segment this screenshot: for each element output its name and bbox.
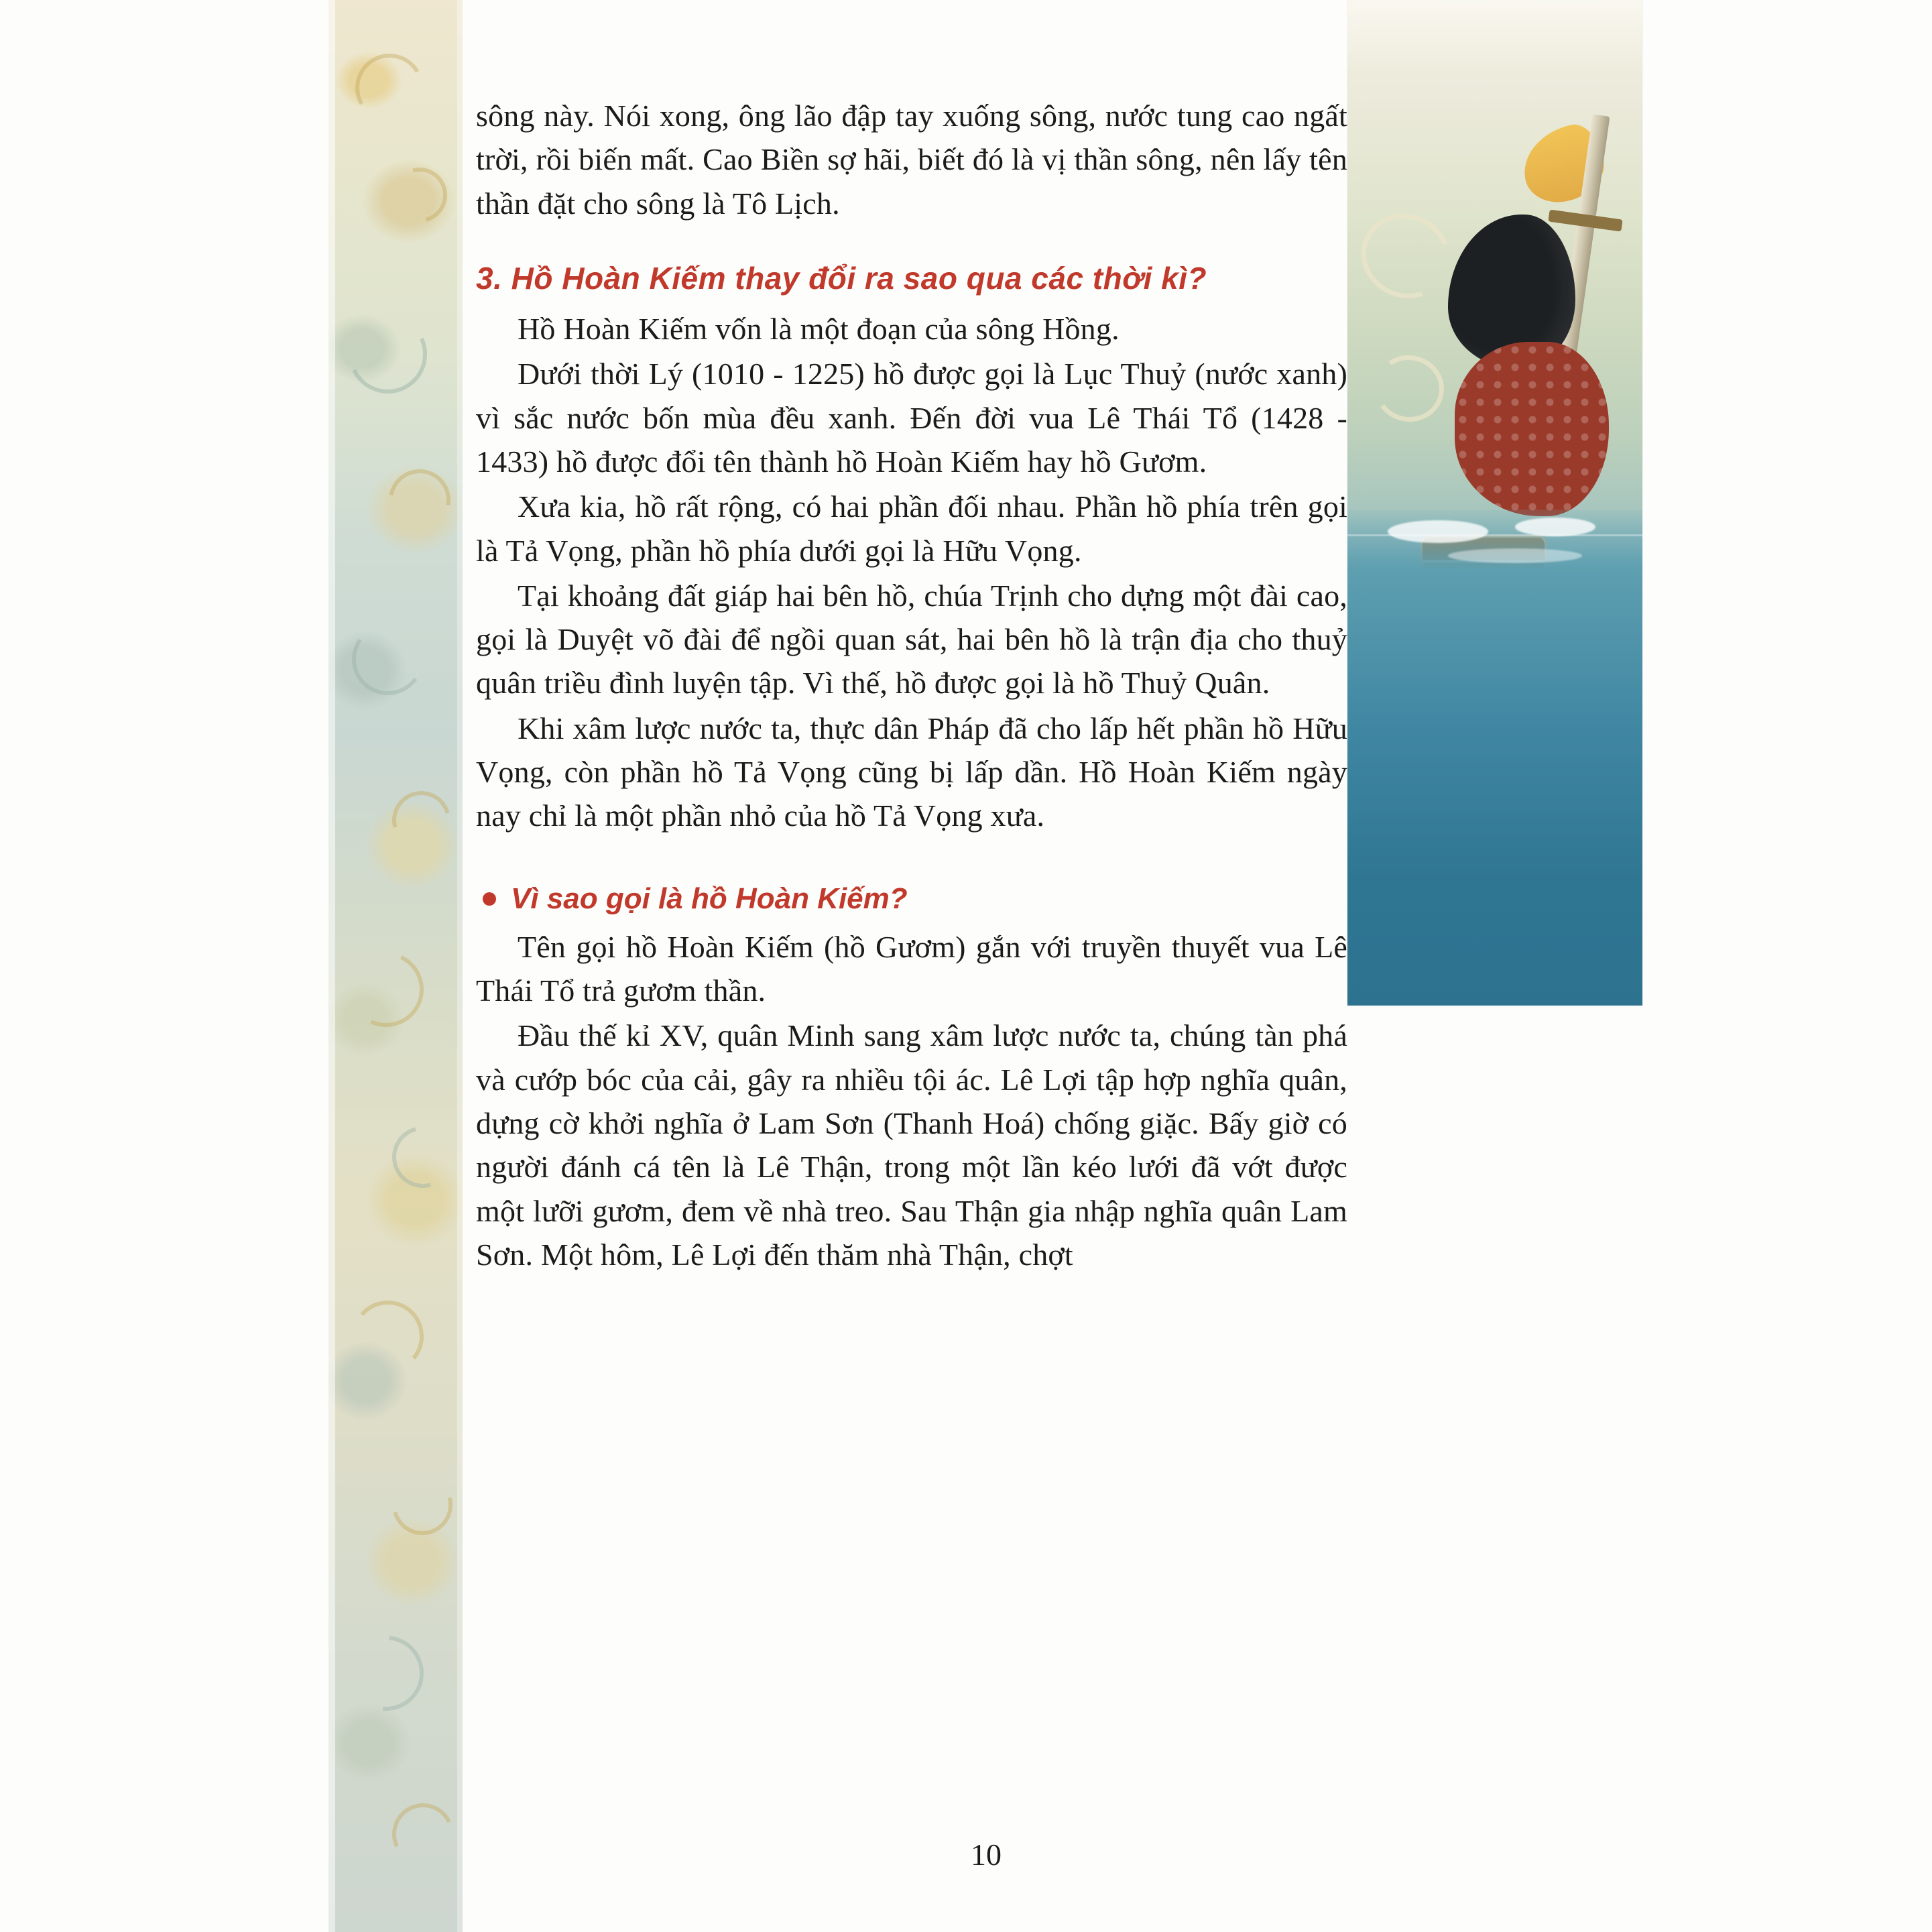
cloud-swirl-icon (382, 158, 457, 233)
cloud-swirl-icon (338, 304, 438, 405)
page-number (0, 1837, 1932, 1872)
golden-turtle-with-sword-illustration (1347, 0, 1642, 1006)
bullet-subheading-label: Vì sao gọi là hồ Hoàn Kiếm? (511, 882, 908, 915)
page-text-column (476, 94, 1347, 1276)
cloud-swirl-icon (338, 941, 434, 1038)
cloud-swirl-icon (1347, 199, 1464, 312)
water-foam (1388, 520, 1488, 543)
bullet-paragraph-2: Đầu thế kỉ XV, quân Minh sang xâm lược nước ta, chúng tàn phá và cướp bóc của cải, gây ra nhiều tội ác. Lê Lợi tập hợp nghĩa quân, dựng cờ khởi nghĩa ở Lam Sơn (Thanh Hoá) chống giặc. Bấy giờ có người đánh cá tên là Lê Thận, trong một lần kéo lưới đã vớt được một lưỡi gươm, đem về nhà treo. Sau Thận gia nhập nghĩa quân Lam Sơn. Một hôm, Lê Lợi đến thăm nhà Thận, chợt (476, 1018, 1347, 1272)
section-paragraph-4: Tại khoảng đất giáp hai bên hồ, chúa Trịnh cho dựng một đài cao, gọi là Duyệt võ đài để ngồi quan sát, hai bên hồ là trận địa cho thuỷ quân triều đình luyện tập. Vì thế, hồ được gọi là hồ Thuỷ Quân. (476, 578, 1347, 701)
cloud-swirl-icon (333, 1620, 439, 1726)
left-cloud-pattern-border (328, 0, 463, 1932)
bullet-subheading (476, 882, 1347, 916)
cloud-swirl-icon (347, 618, 430, 701)
paragraph-continuation: sông này. Nói xong, ông lão đập tay xuống sông, nước tung cao ngất trời, rồi biến mất. Cao Biền sợ hãi, biết đó là vị thần sông, nên lấy tên thần đặt cho sông là Tô Lịch. (476, 99, 1347, 221)
section-paragraph-1: Hồ Hoàn Kiếm vốn là một đoạn của sông Hồng. (518, 311, 1120, 346)
cloud-swirl-icon (381, 780, 461, 860)
water-foam (1448, 548, 1582, 563)
lake-water (1347, 509, 1642, 1006)
section-paragraph-2: Dưới thời Lý (1010 - 1225) hồ được gọi là Lục Thuỷ (nước xanh) vì sắc nước bốn mùa đều xanh. Đến đời vua Lê Thái Tổ (1428 - 1433) hồ được đổi tên thành hồ Hoàn Kiếm hay hồ Gươm. (476, 357, 1347, 479)
cloud-swirl-icon (381, 1464, 463, 1547)
section-paragraph-5: Khi xâm lược nước ta, thực dân Pháp đã cho lấp hết phần hồ Hữu Vọng, còn phần hồ Tả Vọng cũng bị lấp dần. Hồ Hoàn Kiếm ngày nay chỉ là một phần nhỏ của hồ Tả Vọng xưa. (476, 711, 1347, 833)
water-foam (1515, 518, 1595, 536)
cloud-swirl-icon (1369, 350, 1449, 428)
cloud-swirl-icon (348, 46, 432, 130)
bullet-paragraph-1: Tên gọi hồ Hoàn Kiếm (hồ Gươm) gắn với truyền thuyết vua Lê Thái Tổ trả gươm thần. (476, 929, 1347, 1008)
turtle-scales (1455, 342, 1609, 516)
illustration-paper-edge (1347, 0, 1642, 74)
ornament-edge-right (457, 0, 463, 1932)
cloud-swirl-icon (349, 1298, 427, 1376)
section-paragraph-3: Xưa kia, hồ rất rộng, có hai phần đối nhau. Phần hồ phía trên gọi là Tả Vọng, phần hồ phía dưới gọi là Hữu Vọng. (476, 489, 1347, 568)
bullet-dot-icon (483, 892, 496, 906)
ornament-edge-left (328, 0, 335, 1932)
cloud-swirl-icon (381, 1115, 463, 1199)
page-number-value: 10 (971, 1837, 1002, 1872)
section-heading-3: 3. Hồ Hoàn Kiếm thay đổi ra sao qua các thời kì? (476, 260, 1207, 296)
cloud-swirl-icon (377, 457, 463, 543)
